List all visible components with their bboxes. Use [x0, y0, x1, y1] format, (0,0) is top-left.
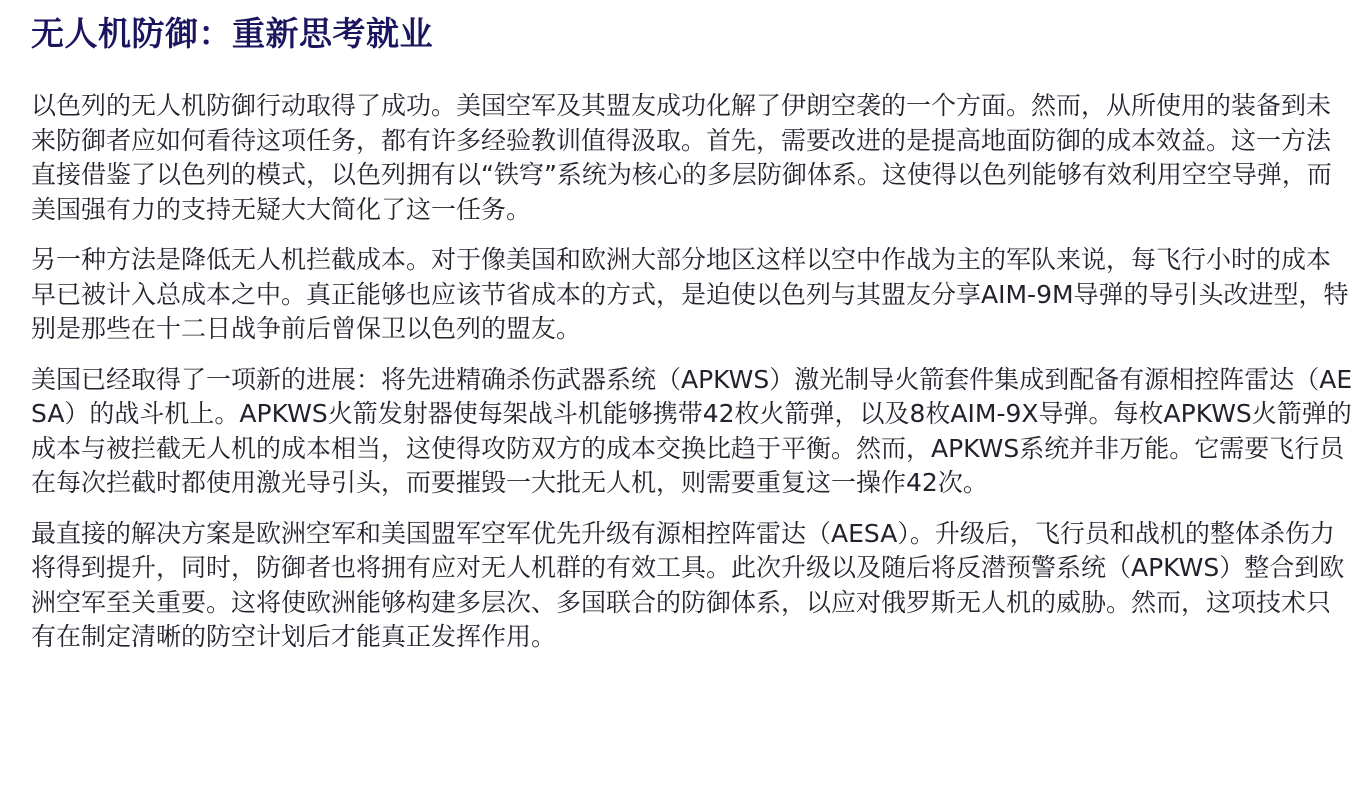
article-paragraph-4: 最直接的解决方案是欧洲空军和美国盟军空军优先升级有源相控阵雷达（AESA）。升级后，飞行员和战机的整体杀伤力将得到提升，同时，防御者也将拥有应对无人机群的有效工具。此次升级以及随后将反潜预警系统（APKWS）整合到欧洲空军至关重要。这将使欧洲能够构建多层次、多国联合的防御体系，以应对俄罗斯无人机的威胁。然而，这项技术只有在制定清晰的防空计划后才能真正发挥作用。: [31, 518, 1345, 651]
article-paragraph-1: 以色列的无人机防御行动取得了成功。美国空军及其盟友成功化解了伊朗空袭的一个方面。然而，从所使用的装备到未来防御者应如何看待这项任务，都有许多经验教训值得汲取。首先，需要改进的是提高地面防御的成本效益。这一方法直接借鉴了以色列的模式，以色列拥有以“铁穹”系统为核心的多层防御体系。这使得以色列能够有效利用空空导弹，而美国强有力的支持无疑大大简化了这一任务。: [31, 91, 1332, 224]
article: [31, 10, 1353, 655]
article-paragraph-3: 美国已经取得了一项新的进展：将先进精确杀伤武器系统（APKWS）激光制导火箭套件集成到配备有源相控阵雷达（AESA）的战斗机上。APKWS火箭发射器使每架战斗机能够携带42枚火箭弹，以及8枚AIM-9X导弹。每枚APKWS火箭弹的成本与被拦截无人机的成本相当，这使得攻防双方的成本交换比趋于平衡。然而，APKWS系统并非万能。它需要飞行员在每次拦截时都使用激光导引头，而要摧毁一大批无人机，则需要重复这一操作42次。: [31, 364, 1353, 497]
article-paragraph-2: 另一种方法是降低无人机拦截成本。对于像美国和欧洲大部分地区这样以空中作战为主的军队来说，每飞行小时的成本早已被计入总成本之中。真正能够也应该节省成本的方式，是迫使以色列与其盟友分享AIM-9M导弹的导引头改进型，特别是那些在十二日战争前后曾保卫以色列的盟友。: [31, 245, 1349, 343]
article-title: 无人机防御：重新思考就业: [31, 14, 433, 53]
